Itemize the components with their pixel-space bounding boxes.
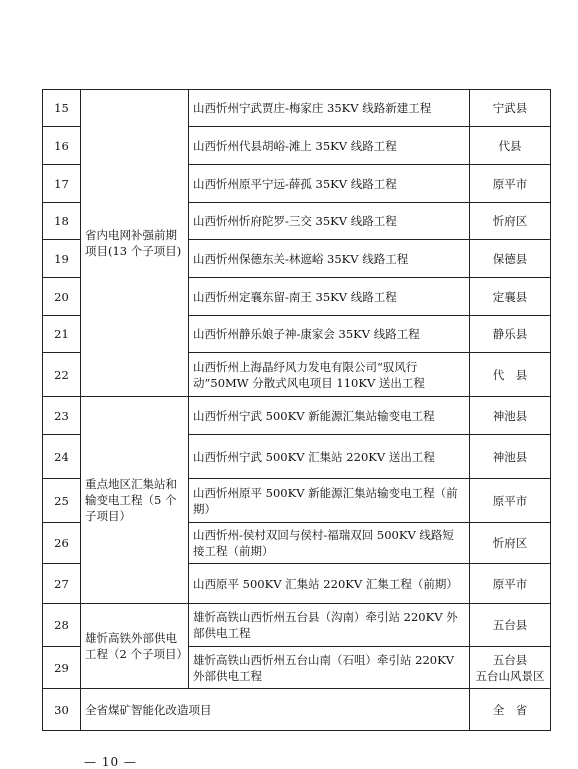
row-number: 29 [43, 647, 81, 689]
row-number: 17 [43, 165, 81, 203]
location: 五台县 [470, 604, 551, 647]
project-name: 山西忻州原平 500KV 新能源汇集站输变电工程（前期） [189, 479, 470, 523]
row-number: 20 [43, 278, 81, 316]
project-name: 山西忻州定襄东留-南王 35KV 线路工程 [189, 278, 470, 316]
project-name: 雄忻高铁山西忻州五台山南（石咀）牵引站 220KV 外部供电工程 [189, 647, 470, 689]
project-name: 山西忻州上海晶纾风力发电有限公司“驭风行动”50MW 分散式风电项目 110KV 送出工程 [189, 353, 470, 397]
row-number: 27 [43, 564, 81, 604]
location: 定襄县 [470, 278, 551, 316]
row-number: 19 [43, 240, 81, 278]
table-row [43, 604, 551, 647]
location: 神池县 [470, 397, 551, 435]
group-label: 省内电网补强前期项目(13 个子项目) [81, 90, 189, 397]
location: 忻府区 [470, 203, 551, 240]
project-name: 山西忻州代县胡峪-滩上 35KV 线路工程 [189, 127, 470, 165]
location: 全 省 [470, 689, 551, 731]
project-name: 山西忻州静乐娘子神-康家会 35KV 线路工程 [189, 316, 470, 353]
location: 原平市 [470, 479, 551, 523]
row-number: 21 [43, 316, 81, 353]
location: 原平市 [470, 564, 551, 604]
table-row [43, 689, 551, 731]
project-name: 山西忻州-侯村双回与侯村-福瑞双回 500KV 线路短接工程（前期） [189, 523, 470, 564]
row-number: 26 [43, 523, 81, 564]
row-number: 15 [43, 90, 81, 127]
project-name: 雄忻高铁山西忻州五台县（沟南）牵引站 220KV 外部供电工程 [189, 604, 470, 647]
location: 原平市 [470, 165, 551, 203]
row-number: 18 [43, 203, 81, 240]
project-name: 山西忻州原平宁远-薛孤 35KV 线路工程 [189, 165, 470, 203]
row-number: 16 [43, 127, 81, 165]
table-row [43, 397, 551, 435]
location: 忻府区 [470, 523, 551, 564]
location: 代县 [470, 127, 551, 165]
row-number: 22 [43, 353, 81, 397]
location: 宁武县 [470, 90, 551, 127]
row-number: 30 [43, 689, 81, 731]
project-name: 山西忻州宁武 500KV 汇集站 220KV 送出工程 [189, 435, 470, 479]
row-number: 23 [43, 397, 81, 435]
location: 代 县 [470, 353, 551, 397]
row-number: 25 [43, 479, 81, 523]
project-name: 山西忻州忻府陀罗-三交 35KV 线路工程 [189, 203, 470, 240]
location: 静乐县 [470, 316, 551, 353]
location: 五台县 五台山风景区 [470, 647, 551, 689]
project-name: 山西忻州宁武贾庄-梅家庄 35KV 线路新建工程 [189, 90, 470, 127]
table-row [43, 90, 551, 127]
location: 保德县 [470, 240, 551, 278]
row-number: 24 [43, 435, 81, 479]
project-table [42, 89, 551, 731]
project-name: 山西忻州保德东关-林遮峪 35KV 线路工程 [189, 240, 470, 278]
location: 神池县 [470, 435, 551, 479]
group-label: 重点地区汇集站和输变电工程（5 个子项目） [81, 397, 189, 604]
project-name: 全省煤矿智能化改造项目 [81, 689, 470, 731]
project-name: 山西忻州宁武 500KV 新能源汇集站输变电工程 [189, 397, 470, 435]
project-name: 山西原平 500KV 汇集站 220KV 汇集工程（前期） [189, 564, 470, 604]
group-label: 雄忻高铁外部供电工程（2 个子项目） [81, 604, 189, 689]
row-number: 28 [43, 604, 81, 647]
page-number: — 10 — [84, 755, 137, 769]
